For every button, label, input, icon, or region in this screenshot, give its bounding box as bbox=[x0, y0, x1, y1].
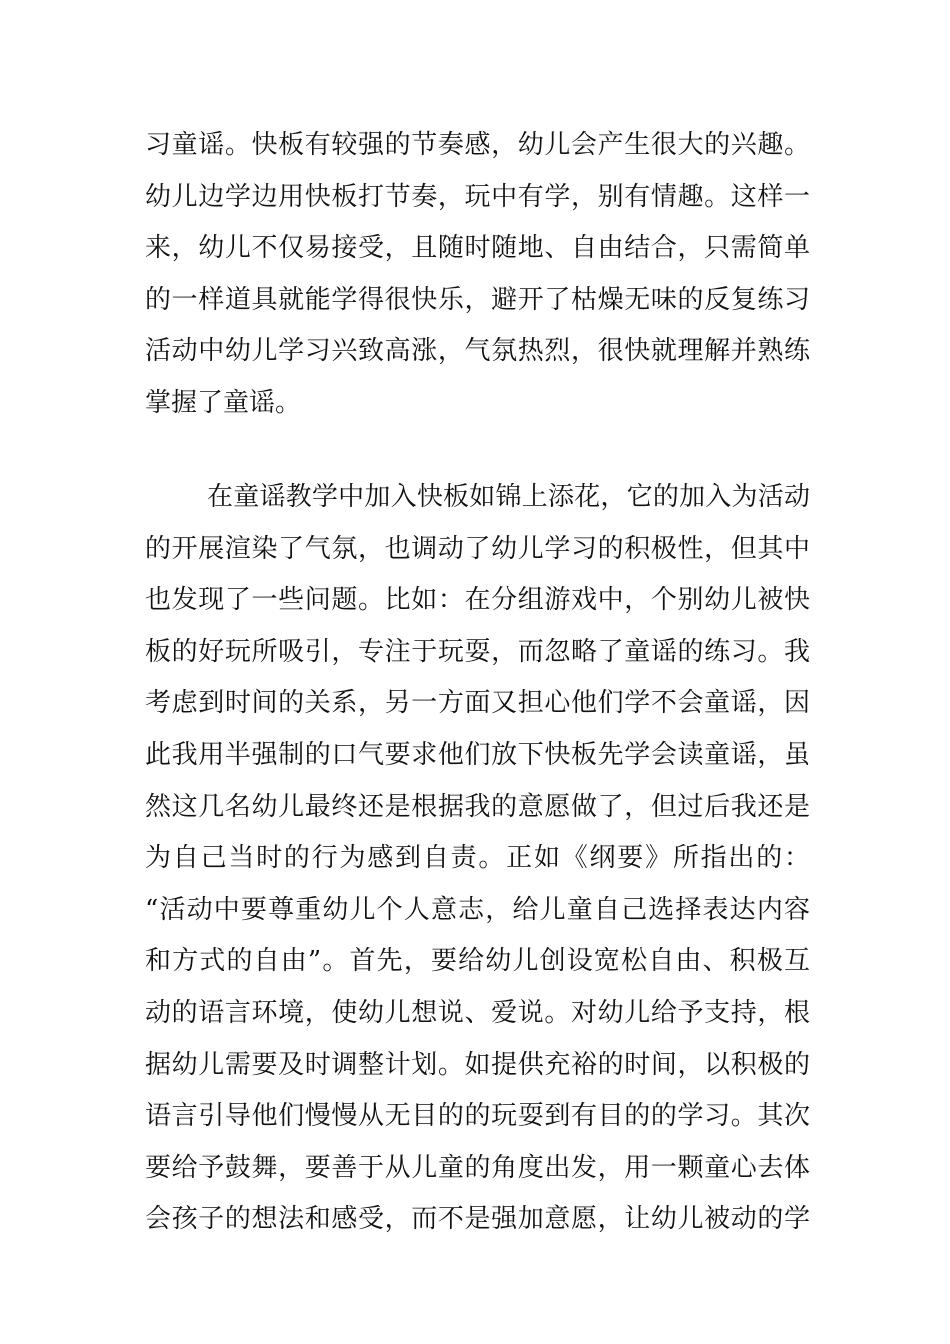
paragraph-line: 据幼儿需要及时调整计划。如提供充裕的时间，以积极的 bbox=[145, 1049, 810, 1080]
paragraph-2 bbox=[145, 472, 810, 1246]
paragraph-line: 也发现了一些问题。比如：在分组游戏中，个别幼儿被快 bbox=[145, 585, 810, 616]
paragraph-line: 的开展渲染了气氛，也调动了幼儿学习的积极性，但其中 bbox=[145, 533, 810, 564]
paragraph-line: 在童谣教学中加入快板如锦上添花，它的加入为活动 bbox=[207, 482, 810, 512]
paragraph-line: 语言引导他们慢慢从无目的的玩耍到有目的的学习。其次 bbox=[145, 1101, 810, 1132]
paragraph-line: 的一样道具就能学得很快乐，避开了枯燥无味的反复练习 bbox=[145, 284, 810, 315]
paragraph-line: 幼儿边学边用快板打节奏，玩中有学，别有情趣。这样一 bbox=[145, 181, 810, 212]
paragraph-line: “活动中要尊重幼儿个人意志，给儿童自己选择表达内容 bbox=[145, 894, 810, 925]
paragraph-1 bbox=[145, 120, 810, 430]
paragraph-line: 来，幼儿不仅易接受，且随时随地、自由结合，只需简单 bbox=[145, 233, 810, 264]
paragraph-line: 考虑到时间的关系，另一方面又担心他们学不会童谣，因 bbox=[145, 688, 810, 719]
paragraph-line: 板的好玩所吸引，专注于玩耍，而忽略了童谣的练习。我 bbox=[145, 636, 810, 667]
paragraph-line: 要给予鼓舞，要善于从儿童的角度出发，用一颗童心去体 bbox=[145, 1152, 810, 1183]
paragraph-line: 习童谣。快板有较强的节奏感，幼儿会产生很大的兴趣。 bbox=[145, 130, 810, 160]
paragraph-line: 会孩子的想法和感受，而不是强加意愿，让幼儿被动的学 bbox=[145, 1204, 810, 1235]
paragraph-line: 动的语言环境，使幼儿想说、爱说。对幼儿给予支持，根 bbox=[145, 997, 810, 1028]
paragraph-line: 此我用半强制的口气要求他们放下快板先学会读童谣，虽 bbox=[145, 739, 810, 770]
paragraph-line: 和方式的自由”。首先，要给幼儿创设宽松自由、积极互 bbox=[145, 946, 810, 977]
paragraph-line: 然这几名幼儿最终还是根据我的意愿做了，但过后我还是 bbox=[145, 791, 810, 822]
paragraph-line: 掌握了童谣。 bbox=[145, 387, 302, 418]
paragraph-line: 活动中幼儿学习兴致高涨，气氛热烈，很快就理解并熟练 bbox=[145, 336, 810, 367]
paragraph-line: 为自己当时的行为感到自责。正如《纲要》所指出的： bbox=[145, 843, 810, 874]
